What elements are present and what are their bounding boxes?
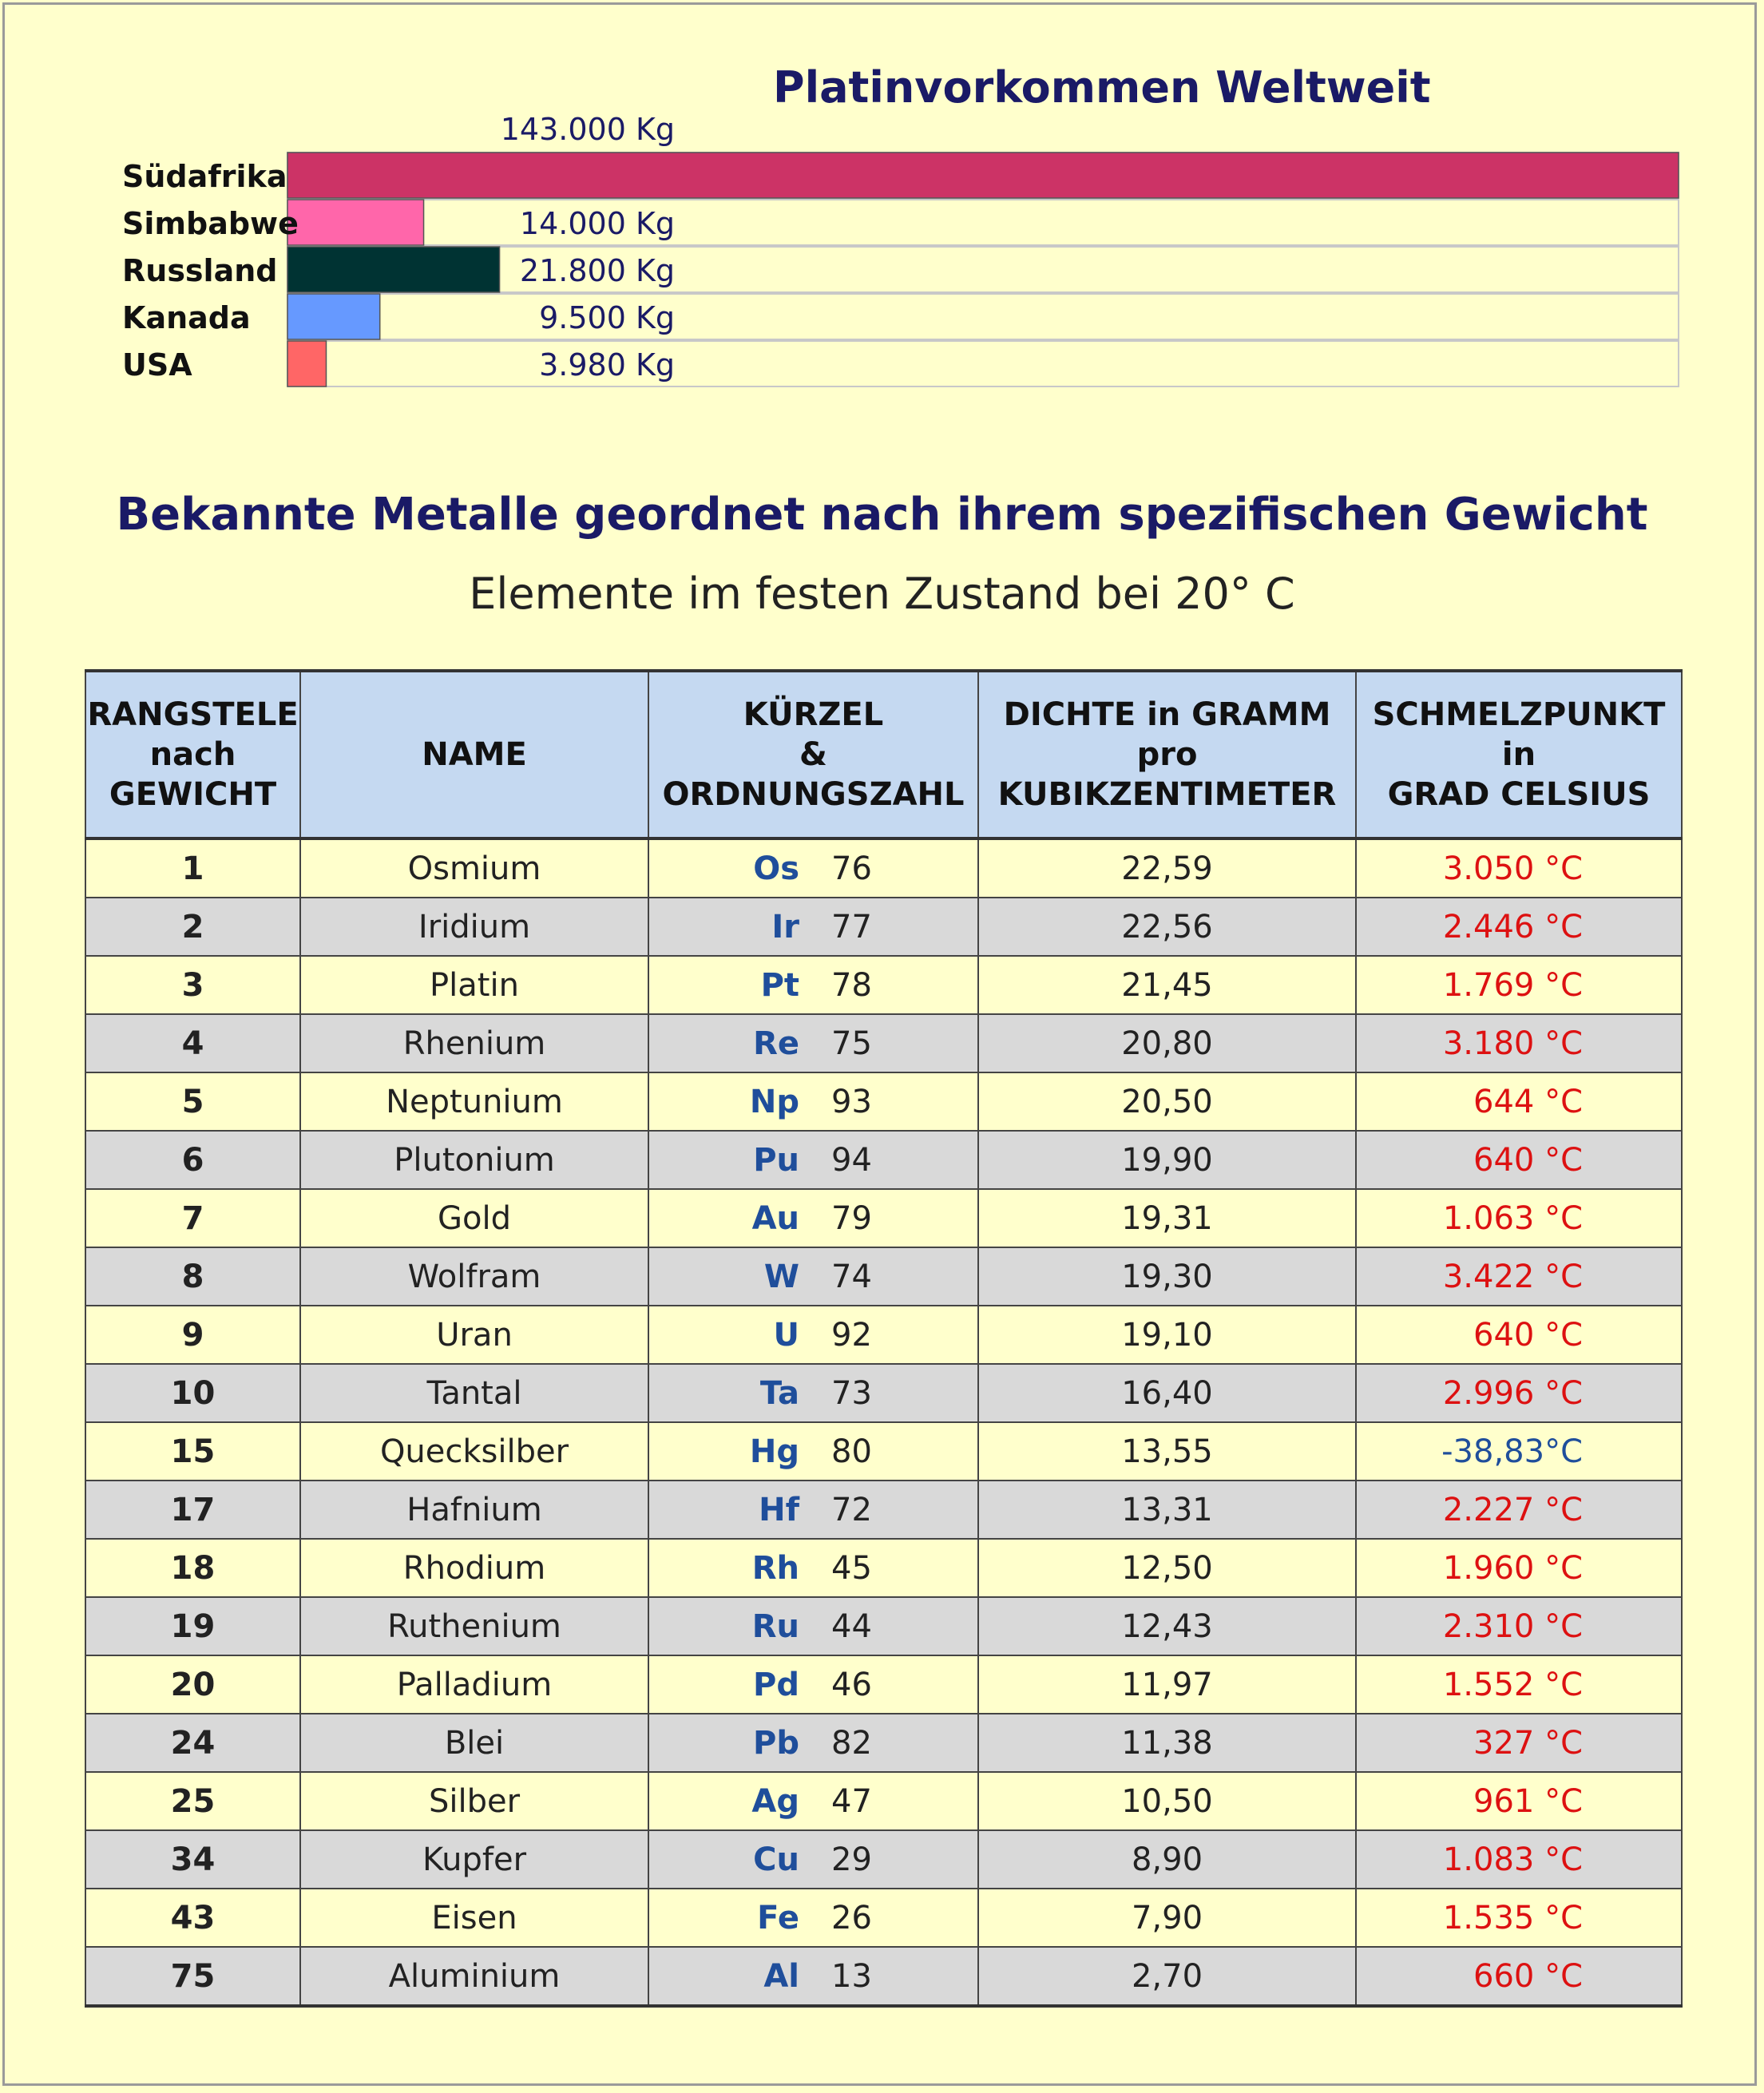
element-symbol: Pb xyxy=(753,1724,799,1762)
element-symbol: Pu xyxy=(753,1141,799,1179)
category-label: USA xyxy=(122,347,192,383)
name-cell: Ruthenium xyxy=(300,1597,648,1655)
melting-cell xyxy=(1356,1772,1682,1830)
table-row xyxy=(85,1655,1682,1714)
rank-cell: 10 xyxy=(85,1364,300,1422)
melting-point: 2.996 °C xyxy=(1442,1374,1583,1412)
element-symbol: Pd xyxy=(753,1666,799,1703)
element-symbol: W xyxy=(763,1258,799,1295)
density-cell: 16,40 xyxy=(978,1364,1356,1422)
melting-point: 1.063 °C xyxy=(1442,1199,1583,1237)
symbol-cell xyxy=(648,1364,978,1422)
rank-cell: 8 xyxy=(85,1247,300,1306)
atomic-number: 47 xyxy=(831,1782,872,1820)
table-row xyxy=(85,1889,1682,1947)
density-cell: 21,45 xyxy=(978,956,1356,1014)
name-cell: Plutonium xyxy=(300,1131,648,1189)
rank-cell: 2 xyxy=(85,898,300,956)
melting-cell xyxy=(1356,1306,1682,1364)
table-row xyxy=(85,1772,1682,1830)
melting-cell xyxy=(1356,898,1682,956)
element-symbol: Al xyxy=(763,1957,799,1995)
element-symbol: Cu xyxy=(753,1841,799,1878)
symbol-cell xyxy=(648,1714,978,1772)
table-row xyxy=(85,1830,1682,1889)
melting-cell xyxy=(1356,1597,1682,1655)
table-row xyxy=(85,1714,1682,1772)
melting-point: 2.310 °C xyxy=(1442,1607,1583,1645)
header-symbol: KÜRZEL & ORDNUNGSZAHL xyxy=(648,671,978,838)
table-row xyxy=(85,1131,1682,1189)
element-symbol: Hf xyxy=(759,1491,799,1528)
melting-point: 3.180 °C xyxy=(1442,1025,1583,1062)
bar xyxy=(287,341,326,386)
atomic-number: 73 xyxy=(831,1374,872,1412)
rank-cell: 20 xyxy=(85,1655,300,1714)
element-symbol: Pt xyxy=(760,966,799,1004)
name-cell: Neptunium xyxy=(300,1072,648,1131)
table-row xyxy=(85,1947,1682,2006)
density-cell: 7,90 xyxy=(978,1889,1356,1947)
melting-point: 3.050 °C xyxy=(1442,850,1583,887)
category-label: Kanada xyxy=(122,300,251,335)
symbol-cell xyxy=(648,1247,978,1306)
name-cell: Eisen xyxy=(300,1889,648,1947)
density-cell: 22,56 xyxy=(978,898,1356,956)
atomic-number: 80 xyxy=(831,1433,872,1470)
density-cell: 19,31 xyxy=(978,1189,1356,1247)
melting-cell xyxy=(1356,1014,1682,1072)
melting-cell xyxy=(1356,1131,1682,1189)
value-label: 9.500 Kg xyxy=(539,300,675,335)
value-label: 14.000 Kg xyxy=(519,206,675,241)
melting-cell xyxy=(1356,1481,1682,1539)
symbol-cell xyxy=(648,1014,978,1072)
category-label: Russland xyxy=(122,253,278,288)
metals-table xyxy=(85,669,1683,2008)
density-cell: 20,50 xyxy=(978,1072,1356,1131)
melting-cell xyxy=(1356,1072,1682,1131)
symbol-cell xyxy=(648,1539,978,1597)
table-row xyxy=(85,1306,1682,1364)
symbol-cell xyxy=(648,1072,978,1131)
table-row xyxy=(85,1481,1682,1539)
density-cell: 10,50 xyxy=(978,1772,1356,1830)
rank-cell: 25 xyxy=(85,1772,300,1830)
melting-cell xyxy=(1356,1189,1682,1247)
atomic-number: 72 xyxy=(831,1491,872,1528)
element-symbol: U xyxy=(773,1316,799,1354)
rank-cell: 75 xyxy=(85,1947,300,2006)
atomic-number: 82 xyxy=(831,1724,872,1762)
symbol-cell xyxy=(648,1597,978,1655)
header-melting: SCHMELZPUNKT in GRAD CELSIUS xyxy=(1356,671,1682,838)
density-cell: 8,90 xyxy=(978,1830,1356,1889)
atomic-number: 94 xyxy=(831,1141,872,1179)
name-cell: Hafnium xyxy=(300,1481,648,1539)
melting-point: 327 °C xyxy=(1473,1724,1583,1762)
symbol-cell xyxy=(648,1830,978,1889)
melting-point: 640 °C xyxy=(1473,1141,1583,1179)
symbol-cell xyxy=(648,1772,978,1830)
atomic-number: 45 xyxy=(831,1549,872,1587)
table-row xyxy=(85,1189,1682,1247)
melting-point: 961 °C xyxy=(1473,1782,1583,1820)
melting-point: 3.422 °C xyxy=(1442,1258,1583,1295)
melting-cell xyxy=(1356,1889,1682,1947)
melting-cell xyxy=(1356,1539,1682,1597)
rank-cell: 3 xyxy=(85,956,300,1014)
symbol-cell xyxy=(648,956,978,1014)
melting-cell xyxy=(1356,1422,1682,1481)
element-symbol: Rh xyxy=(751,1549,799,1587)
name-cell: Palladium xyxy=(300,1655,648,1714)
melting-cell xyxy=(1356,1655,1682,1714)
name-cell: Uran xyxy=(300,1306,648,1364)
table-row xyxy=(85,1597,1682,1655)
header-rank: RANGSTELE nach GEWICHT xyxy=(85,671,300,838)
melting-cell xyxy=(1356,838,1682,898)
density-cell: 22,59 xyxy=(978,838,1356,898)
melting-cell xyxy=(1356,1247,1682,1306)
value-label: 143.000 Kg xyxy=(500,112,675,147)
density-cell: 19,30 xyxy=(978,1247,1356,1306)
rank-cell: 4 xyxy=(85,1014,300,1072)
rank-cell: 7 xyxy=(85,1189,300,1247)
melting-point: -38,83°C xyxy=(1441,1433,1583,1470)
density-cell: 2,70 xyxy=(978,1947,1356,2006)
atomic-number: 74 xyxy=(831,1258,872,1295)
table-row xyxy=(85,838,1682,898)
symbol-cell xyxy=(648,838,978,898)
symbol-cell xyxy=(648,1189,978,1247)
melting-point: 1.769 °C xyxy=(1442,966,1583,1004)
melting-cell xyxy=(1356,1830,1682,1889)
atomic-number: 78 xyxy=(831,966,872,1004)
melting-point: 2.446 °C xyxy=(1442,908,1583,945)
table-subtitle: Elemente im festen Zustand bei 20° C xyxy=(469,569,1295,619)
table-header-row xyxy=(85,671,1682,838)
header-name: NAME xyxy=(300,671,648,838)
bar-track xyxy=(287,341,1679,386)
name-cell: Platin xyxy=(300,956,648,1014)
density-cell: 13,55 xyxy=(978,1422,1356,1481)
chart-title: Platinvorkommen Weltweit xyxy=(773,62,1431,113)
bar xyxy=(287,294,380,339)
element-symbol: Ru xyxy=(751,1607,799,1645)
value-label: 21.800 Kg xyxy=(519,253,675,288)
atomic-number: 76 xyxy=(831,850,872,887)
atomic-number: 46 xyxy=(831,1666,872,1703)
name-cell: Quecksilber xyxy=(300,1422,648,1481)
rank-cell: 19 xyxy=(85,1597,300,1655)
melting-cell xyxy=(1356,1364,1682,1422)
table-row xyxy=(85,1539,1682,1597)
name-cell: Wolfram xyxy=(300,1247,648,1306)
element-symbol: Np xyxy=(749,1083,799,1120)
table-body xyxy=(85,838,1682,2006)
atomic-number: 13 xyxy=(831,1957,872,1995)
category-label: Südafrika xyxy=(122,159,287,194)
melting-point: 1.083 °C xyxy=(1442,1841,1583,1878)
atomic-number: 75 xyxy=(831,1025,872,1062)
rank-cell: 15 xyxy=(85,1422,300,1481)
element-symbol: Fe xyxy=(757,1899,799,1936)
rank-cell: 18 xyxy=(85,1539,300,1597)
symbol-cell xyxy=(648,1889,978,1947)
density-cell: 12,43 xyxy=(978,1597,1356,1655)
symbol-cell xyxy=(648,1481,978,1539)
element-symbol: Ir xyxy=(771,908,799,945)
rank-cell: 1 xyxy=(85,838,300,898)
density-cell: 12,50 xyxy=(978,1539,1356,1597)
rank-cell: 9 xyxy=(85,1306,300,1364)
symbol-cell xyxy=(648,1422,978,1481)
atomic-number: 29 xyxy=(831,1841,872,1878)
melting-cell xyxy=(1356,1947,1682,2006)
symbol-cell xyxy=(648,1947,978,2006)
rank-cell: 34 xyxy=(85,1830,300,1889)
symbol-cell xyxy=(648,1306,978,1364)
atomic-number: 93 xyxy=(831,1083,872,1120)
density-cell: 19,90 xyxy=(978,1131,1356,1189)
atomic-number: 92 xyxy=(831,1316,872,1354)
element-symbol: Hg xyxy=(749,1433,799,1470)
name-cell: Silber xyxy=(300,1772,648,1830)
name-cell: Iridium xyxy=(300,898,648,956)
symbol-cell xyxy=(648,1131,978,1189)
table-row xyxy=(85,1247,1682,1306)
value-label: 3.980 Kg xyxy=(539,347,675,383)
name-cell: Gold xyxy=(300,1189,648,1247)
table-row xyxy=(85,1014,1682,1072)
table-title: Bekannte Metalle geordnet nach ihrem spezifischen Gewicht xyxy=(116,489,1648,541)
melting-point: 1.552 °C xyxy=(1442,1666,1583,1703)
atomic-number: 79 xyxy=(831,1199,872,1237)
element-symbol: Os xyxy=(753,850,799,887)
table-row xyxy=(85,1072,1682,1131)
rank-cell: 24 xyxy=(85,1714,300,1772)
melting-point: 1.535 °C xyxy=(1442,1899,1583,1936)
category-label: Simbabwe xyxy=(122,206,299,241)
name-cell: Tantal xyxy=(300,1364,648,1422)
name-cell: Rhodium xyxy=(300,1539,648,1597)
atomic-number: 26 xyxy=(831,1899,872,1936)
name-cell: Kupfer xyxy=(300,1830,648,1889)
atomic-number: 77 xyxy=(831,908,872,945)
table-row xyxy=(85,1364,1682,1422)
density-cell: 19,10 xyxy=(978,1306,1356,1364)
density-cell: 11,38 xyxy=(978,1714,1356,1772)
element-symbol: Ag xyxy=(751,1782,799,1820)
melting-point: 644 °C xyxy=(1473,1083,1583,1120)
rank-cell: 6 xyxy=(85,1131,300,1189)
name-cell: Osmium xyxy=(300,838,648,898)
melting-cell xyxy=(1356,956,1682,1014)
bar xyxy=(287,200,424,245)
bar-track xyxy=(287,200,1679,245)
table-row xyxy=(85,956,1682,1014)
bar-track xyxy=(287,294,1679,339)
symbol-cell xyxy=(648,1655,978,1714)
table-row xyxy=(85,1422,1682,1481)
melting-point: 660 °C xyxy=(1473,1957,1583,1995)
density-cell: 13,31 xyxy=(978,1481,1356,1539)
element-symbol: Ta xyxy=(759,1374,799,1412)
rank-cell: 5 xyxy=(85,1072,300,1131)
density-cell: 11,97 xyxy=(978,1655,1356,1714)
element-symbol: Re xyxy=(753,1025,799,1062)
atomic-number: 44 xyxy=(831,1607,872,1645)
melting-point: 1.960 °C xyxy=(1442,1549,1583,1587)
name-cell: Rhenium xyxy=(300,1014,648,1072)
table-row xyxy=(85,898,1682,956)
symbol-cell xyxy=(648,898,978,956)
bar xyxy=(287,153,1679,198)
platinum-bar-chart xyxy=(0,0,1764,399)
name-cell: Aluminium xyxy=(300,1947,648,2006)
melting-cell xyxy=(1356,1714,1682,1772)
density-cell: 20,80 xyxy=(978,1014,1356,1072)
melting-point: 2.227 °C xyxy=(1442,1491,1583,1528)
rank-cell: 43 xyxy=(85,1889,300,1947)
rank-cell: 17 xyxy=(85,1481,300,1539)
bar xyxy=(287,247,500,292)
melting-point: 640 °C xyxy=(1473,1316,1583,1354)
element-symbol: Au xyxy=(751,1199,799,1237)
header-density: DICHTE in GRAMM pro KUBIKZENTIMETER xyxy=(978,671,1356,838)
name-cell: Blei xyxy=(300,1714,648,1772)
